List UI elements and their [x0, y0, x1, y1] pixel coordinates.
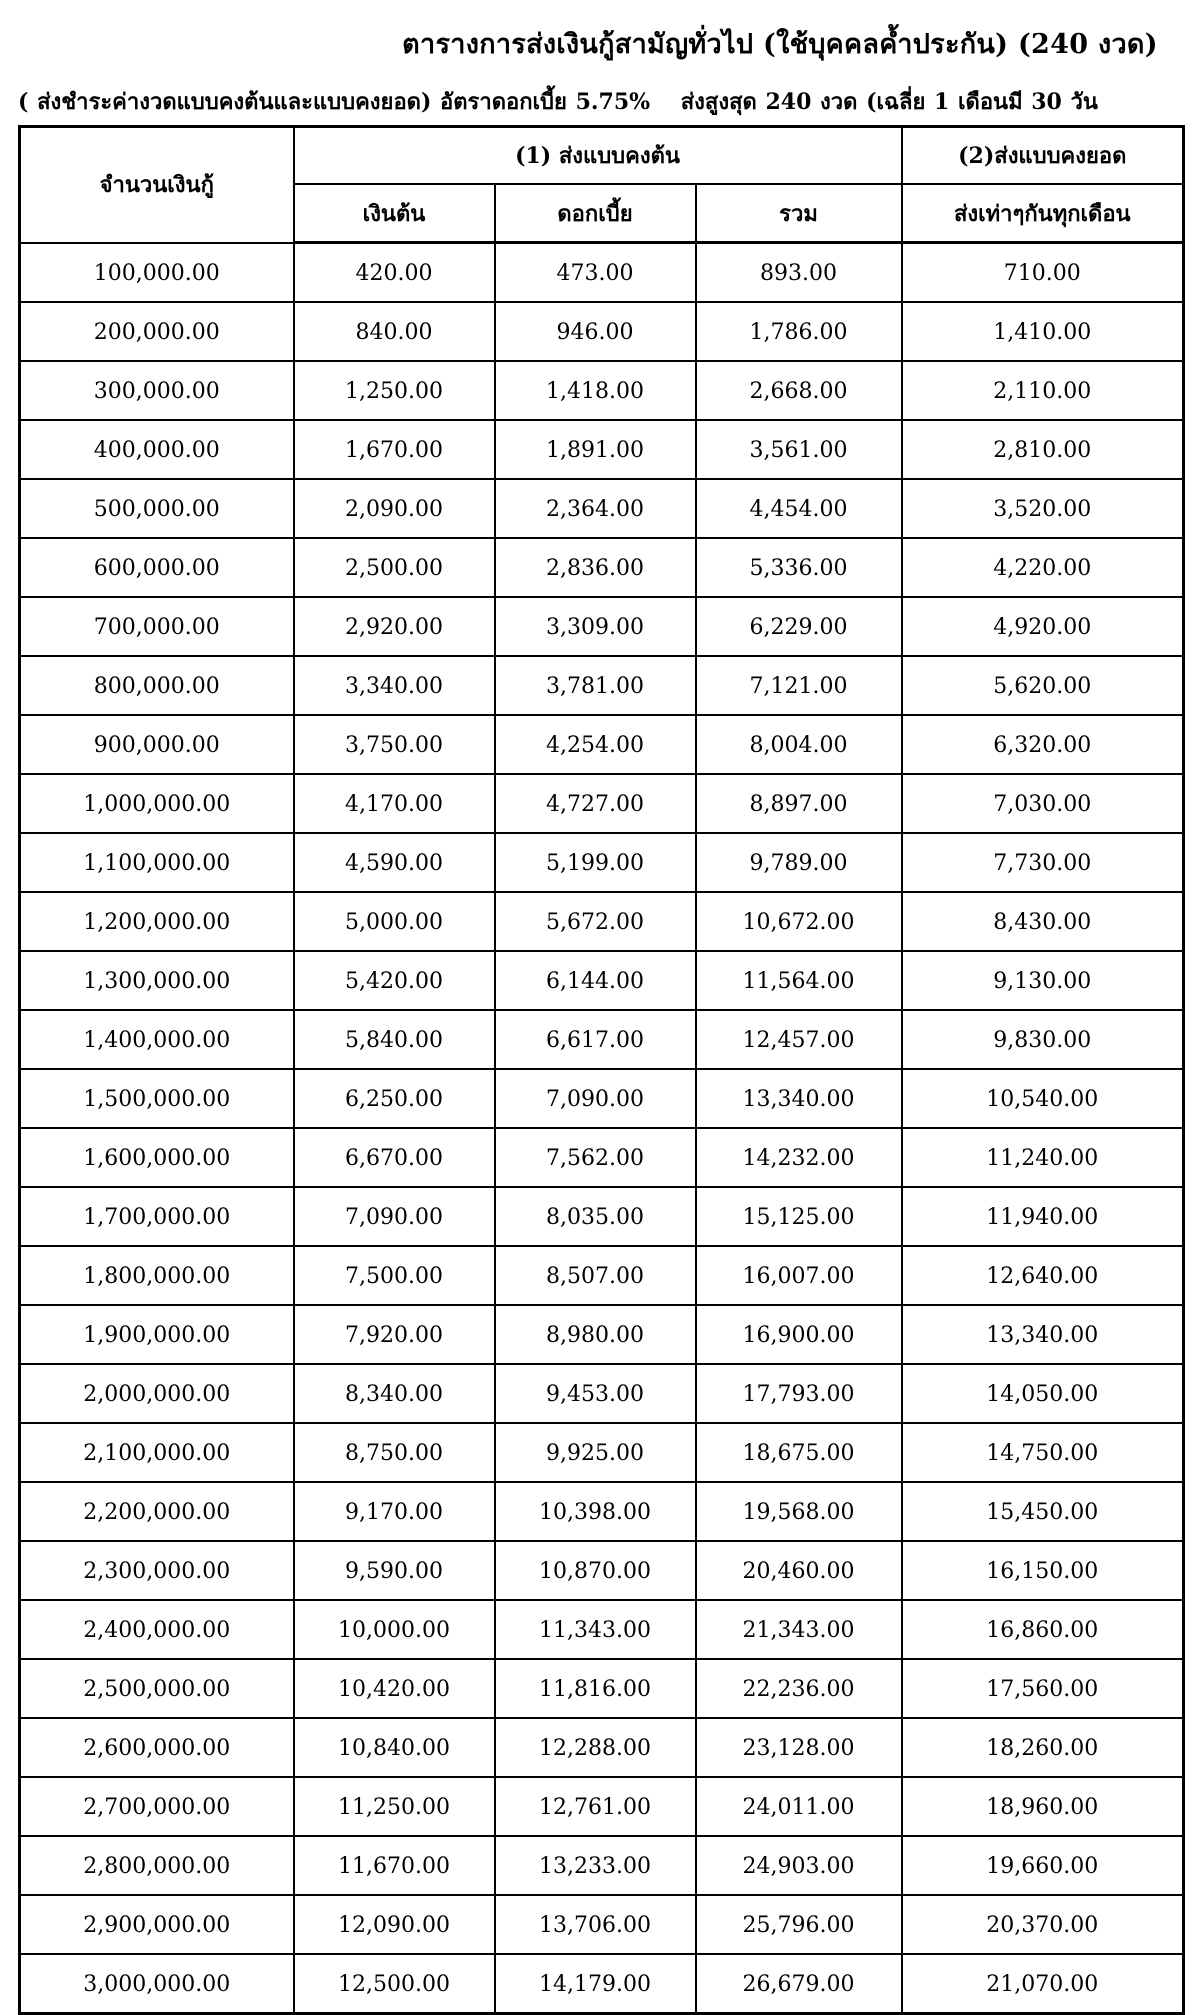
- table-row: [20, 1423, 1184, 1482]
- total-cell: 893.00: [696, 243, 902, 303]
- total-cell: 8,004.00: [696, 715, 902, 774]
- interest-cell: 4,254.00: [495, 715, 696, 774]
- loan-amount-cell: 2,000,000.00: [20, 1364, 294, 1423]
- header-loan-amount: จำนวนเงินกู้: [20, 127, 294, 243]
- loan-payment-table: [18, 125, 1185, 2015]
- fixed-payment-cell: 18,960.00: [902, 1777, 1184, 1836]
- fixed-payment-cell: 19,660.00: [902, 1836, 1184, 1895]
- loan-amount-cell: 800,000.00: [20, 656, 294, 715]
- interest-cell: 946.00: [495, 302, 696, 361]
- table-row: [20, 243, 1184, 303]
- total-cell: 2,668.00: [696, 361, 902, 420]
- fixed-payment-cell: 7,730.00: [902, 833, 1184, 892]
- header-equal-monthly: ส่งเท่าๆกันทุกเดือน: [902, 184, 1184, 243]
- fixed-payment-cell: 16,860.00: [902, 1600, 1184, 1659]
- total-cell: 15,125.00: [696, 1187, 902, 1246]
- table-row: [20, 1128, 1184, 1187]
- loan-amount-cell: 2,200,000.00: [20, 1482, 294, 1541]
- interest-cell: 3,781.00: [495, 656, 696, 715]
- interest-cell: 11,816.00: [495, 1659, 696, 1718]
- loan-amount-cell: 2,700,000.00: [20, 1777, 294, 1836]
- total-cell: 17,793.00: [696, 1364, 902, 1423]
- loan-amount-cell: 1,400,000.00: [20, 1010, 294, 1069]
- total-cell: 6,229.00: [696, 597, 902, 656]
- loan-amount-cell: 2,800,000.00: [20, 1836, 294, 1895]
- table-row: [20, 1836, 1184, 1895]
- fixed-payment-cell: 4,920.00: [902, 597, 1184, 656]
- interest-cell: 7,562.00: [495, 1128, 696, 1187]
- table-row: [20, 1777, 1184, 1836]
- total-cell: 23,128.00: [696, 1718, 902, 1777]
- fixed-payment-cell: 12,640.00: [902, 1246, 1184, 1305]
- loan-amount-cell: 2,600,000.00: [20, 1718, 294, 1777]
- total-cell: 5,336.00: [696, 538, 902, 597]
- principal-cell: 2,500.00: [294, 538, 495, 597]
- loan-amount-cell: 1,800,000.00: [20, 1246, 294, 1305]
- interest-cell: 5,672.00: [495, 892, 696, 951]
- total-cell: 8,897.00: [696, 774, 902, 833]
- fixed-payment-cell: 14,050.00: [902, 1364, 1184, 1423]
- total-cell: 18,675.00: [696, 1423, 902, 1482]
- table-row: [20, 1305, 1184, 1364]
- page-subtitle: [18, 84, 1098, 119]
- interest-cell: 2,836.00: [495, 538, 696, 597]
- loan-amount-cell: 3,000,000.00: [20, 1954, 294, 2014]
- total-cell: 10,672.00: [696, 892, 902, 951]
- fixed-payment-cell: 9,130.00: [902, 951, 1184, 1010]
- loan-amount-cell: 400,000.00: [20, 420, 294, 479]
- principal-cell: 11,670.00: [294, 1836, 495, 1895]
- interest-cell: 9,925.00: [495, 1423, 696, 1482]
- table-row: [20, 892, 1184, 951]
- fixed-payment-cell: 20,370.00: [902, 1895, 1184, 1954]
- total-cell: 20,460.00: [696, 1541, 902, 1600]
- principal-cell: 8,750.00: [294, 1423, 495, 1482]
- total-cell: 16,900.00: [696, 1305, 902, 1364]
- fixed-payment-cell: 1,410.00: [902, 302, 1184, 361]
- header-interest: ดอกเบี้ย: [495, 184, 696, 243]
- table-row: [20, 1069, 1184, 1128]
- interest-rate-value: 5.75%: [575, 89, 651, 115]
- fixed-payment-cell: 8,430.00: [902, 892, 1184, 951]
- loan-amount-cell: 1,200,000.00: [20, 892, 294, 951]
- principal-cell: 1,250.00: [294, 361, 495, 420]
- table-row: [20, 1659, 1184, 1718]
- total-cell: 24,011.00: [696, 1777, 902, 1836]
- interest-cell: 2,364.00: [495, 479, 696, 538]
- principal-cell: 10,000.00: [294, 1600, 495, 1659]
- interest-cell: 473.00: [495, 243, 696, 303]
- table-row: [20, 656, 1184, 715]
- fixed-payment-cell: 18,260.00: [902, 1718, 1184, 1777]
- fixed-payment-cell: 710.00: [902, 243, 1184, 303]
- table-row: [20, 1364, 1184, 1423]
- table-row: [20, 597, 1184, 656]
- fixed-payment-cell: 6,320.00: [902, 715, 1184, 774]
- total-cell: 7,121.00: [696, 656, 902, 715]
- fixed-payment-cell: 11,240.00: [902, 1128, 1184, 1187]
- loan-amount-cell: 2,100,000.00: [20, 1423, 294, 1482]
- table-row: [20, 833, 1184, 892]
- fixed-payment-cell: 13,340.00: [902, 1305, 1184, 1364]
- table-row: [20, 1246, 1184, 1305]
- table-row: [20, 1718, 1184, 1777]
- interest-rate-label: อัตราดอกเบี้ย: [440, 89, 567, 115]
- loan-amount-cell: 1,900,000.00: [20, 1305, 294, 1364]
- interest-cell: 1,418.00: [495, 361, 696, 420]
- table-body: [20, 243, 1184, 2014]
- table-header-row: [20, 127, 1184, 185]
- principal-cell: 7,090.00: [294, 1187, 495, 1246]
- interest-cell: 13,706.00: [495, 1895, 696, 1954]
- principal-cell: 7,920.00: [294, 1305, 495, 1364]
- table-row: [20, 538, 1184, 597]
- principal-cell: 1,670.00: [294, 420, 495, 479]
- interest-cell: 7,090.00: [495, 1069, 696, 1128]
- fixed-payment-cell: 11,940.00: [902, 1187, 1184, 1246]
- interest-cell: 4,727.00: [495, 774, 696, 833]
- total-cell: 9,789.00: [696, 833, 902, 892]
- total-cell: 21,343.00: [696, 1600, 902, 1659]
- loan-amount-cell: 2,400,000.00: [20, 1600, 294, 1659]
- loan-amount-cell: 1,300,000.00: [20, 951, 294, 1010]
- total-cell: 12,457.00: [696, 1010, 902, 1069]
- loan-amount-cell: 600,000.00: [20, 538, 294, 597]
- fixed-payment-cell: 17,560.00: [902, 1659, 1184, 1718]
- loan-amount-cell: 700,000.00: [20, 597, 294, 656]
- principal-cell: 840.00: [294, 302, 495, 361]
- payment-type-note: ( ส่งชำระค่างวดแบบคงต้นและแบบคงยอด): [18, 89, 432, 115]
- average-month-note: (เฉลี่ย 1 เดือนมี 30 วัน: [866, 89, 1098, 115]
- fixed-payment-cell: 9,830.00: [902, 1010, 1184, 1069]
- table-row: [20, 1187, 1184, 1246]
- table-row: [20, 1010, 1184, 1069]
- total-cell: 3,561.00: [696, 420, 902, 479]
- principal-cell: 9,590.00: [294, 1541, 495, 1600]
- header-principal: เงินต้น: [294, 184, 495, 243]
- loan-amount-cell: 1,600,000.00: [20, 1128, 294, 1187]
- total-cell: 19,568.00: [696, 1482, 902, 1541]
- principal-cell: 3,340.00: [294, 656, 495, 715]
- loan-amount-cell: 900,000.00: [20, 715, 294, 774]
- interest-cell: 12,288.00: [495, 1718, 696, 1777]
- fixed-payment-cell: 2,810.00: [902, 420, 1184, 479]
- interest-cell: 6,617.00: [495, 1010, 696, 1069]
- interest-cell: 10,870.00: [495, 1541, 696, 1600]
- principal-cell: 9,170.00: [294, 1482, 495, 1541]
- principal-cell: 5,420.00: [294, 951, 495, 1010]
- fixed-payment-cell: 21,070.00: [902, 1954, 1184, 2014]
- interest-cell: 8,035.00: [495, 1187, 696, 1246]
- table-row: [20, 1600, 1184, 1659]
- table-row: [20, 715, 1184, 774]
- page-title-text: ตารางการส่งเงินกู้สามัญทั่วไป (ใช้บุคคลค้ำประกัน) (240 งวด): [402, 29, 1158, 60]
- header-fixed-payment: (2)ส่งแบบคงยอด: [902, 127, 1184, 185]
- principal-cell: 6,250.00: [294, 1069, 495, 1128]
- total-cell: 4,454.00: [696, 479, 902, 538]
- interest-cell: 5,199.00: [495, 833, 696, 892]
- total-cell: 11,564.00: [696, 951, 902, 1010]
- fixed-payment-cell: 14,750.00: [902, 1423, 1184, 1482]
- fixed-payment-cell: 5,620.00: [902, 656, 1184, 715]
- principal-cell: 5,000.00: [294, 892, 495, 951]
- header-total: รวม: [696, 184, 902, 243]
- principal-cell: 12,500.00: [294, 1954, 495, 2014]
- principal-cell: 11,250.00: [294, 1777, 495, 1836]
- loan-amount-cell: 300,000.00: [20, 361, 294, 420]
- principal-cell: 4,170.00: [294, 774, 495, 833]
- loan-amount-cell: 1,000,000.00: [20, 774, 294, 833]
- table-row: [20, 774, 1184, 833]
- interest-cell: 6,144.00: [495, 951, 696, 1010]
- principal-cell: 8,340.00: [294, 1364, 495, 1423]
- total-cell: 13,340.00: [696, 1069, 902, 1128]
- interest-cell: 13,233.00: [495, 1836, 696, 1895]
- table-row: [20, 1895, 1184, 1954]
- principal-cell: 12,090.00: [294, 1895, 495, 1954]
- interest-cell: 9,453.00: [495, 1364, 696, 1423]
- interest-cell: 12,761.00: [495, 1777, 696, 1836]
- fixed-payment-cell: 2,110.00: [902, 361, 1184, 420]
- table-row: [20, 1541, 1184, 1600]
- total-cell: 16,007.00: [696, 1246, 902, 1305]
- loan-amount-cell: 1,700,000.00: [20, 1187, 294, 1246]
- loan-amount-cell: 2,300,000.00: [20, 1541, 294, 1600]
- principal-cell: 5,840.00: [294, 1010, 495, 1069]
- table-row: [20, 951, 1184, 1010]
- max-installments-note: ส่งสูงสุด 240 งวด: [680, 89, 858, 115]
- total-cell: 24,903.00: [696, 1836, 902, 1895]
- total-cell: 26,679.00: [696, 1954, 902, 2014]
- interest-cell: 14,179.00: [495, 1954, 696, 2014]
- table-row: [20, 1954, 1184, 2014]
- interest-cell: 8,980.00: [495, 1305, 696, 1364]
- loan-amount-cell: 2,500,000.00: [20, 1659, 294, 1718]
- loan-amount-cell: 2,900,000.00: [20, 1895, 294, 1954]
- interest-cell: 3,309.00: [495, 597, 696, 656]
- principal-cell: 3,750.00: [294, 715, 495, 774]
- loan-amount-cell: 100,000.00: [20, 243, 294, 303]
- interest-cell: 10,398.00: [495, 1482, 696, 1541]
- fixed-payment-cell: 7,030.00: [902, 774, 1184, 833]
- fixed-payment-cell: 10,540.00: [902, 1069, 1184, 1128]
- table-row: [20, 479, 1184, 538]
- table-row: [20, 302, 1184, 361]
- total-cell: 22,236.00: [696, 1659, 902, 1718]
- fixed-payment-cell: 4,220.00: [902, 538, 1184, 597]
- table-row: [20, 361, 1184, 420]
- fixed-payment-cell: 3,520.00: [902, 479, 1184, 538]
- interest-cell: 1,891.00: [495, 420, 696, 479]
- table-row: [20, 420, 1184, 479]
- total-cell: 25,796.00: [696, 1895, 902, 1954]
- header-fixed-principal: (1) ส่งแบบคงต้น: [294, 127, 902, 185]
- principal-cell: 4,590.00: [294, 833, 495, 892]
- interest-cell: 8,507.00: [495, 1246, 696, 1305]
- interest-cell: 11,343.00: [495, 1600, 696, 1659]
- total-cell: 14,232.00: [696, 1128, 902, 1187]
- principal-cell: 2,920.00: [294, 597, 495, 656]
- principal-cell: 7,500.00: [294, 1246, 495, 1305]
- fixed-payment-cell: 15,450.00: [902, 1482, 1184, 1541]
- loan-amount-cell: 200,000.00: [20, 302, 294, 361]
- total-cell: 1,786.00: [696, 302, 902, 361]
- principal-cell: 10,840.00: [294, 1718, 495, 1777]
- principal-cell: 2,090.00: [294, 479, 495, 538]
- principal-cell: 420.00: [294, 243, 495, 303]
- principal-cell: 6,670.00: [294, 1128, 495, 1187]
- principal-cell: 10,420.00: [294, 1659, 495, 1718]
- loan-amount-cell: 500,000.00: [20, 479, 294, 538]
- loan-amount-cell: 1,500,000.00: [20, 1069, 294, 1128]
- fixed-payment-cell: 16,150.00: [902, 1541, 1184, 1600]
- table-row: [20, 1482, 1184, 1541]
- loan-amount-cell: 1,100,000.00: [20, 833, 294, 892]
- page-title: [0, 22, 1200, 65]
